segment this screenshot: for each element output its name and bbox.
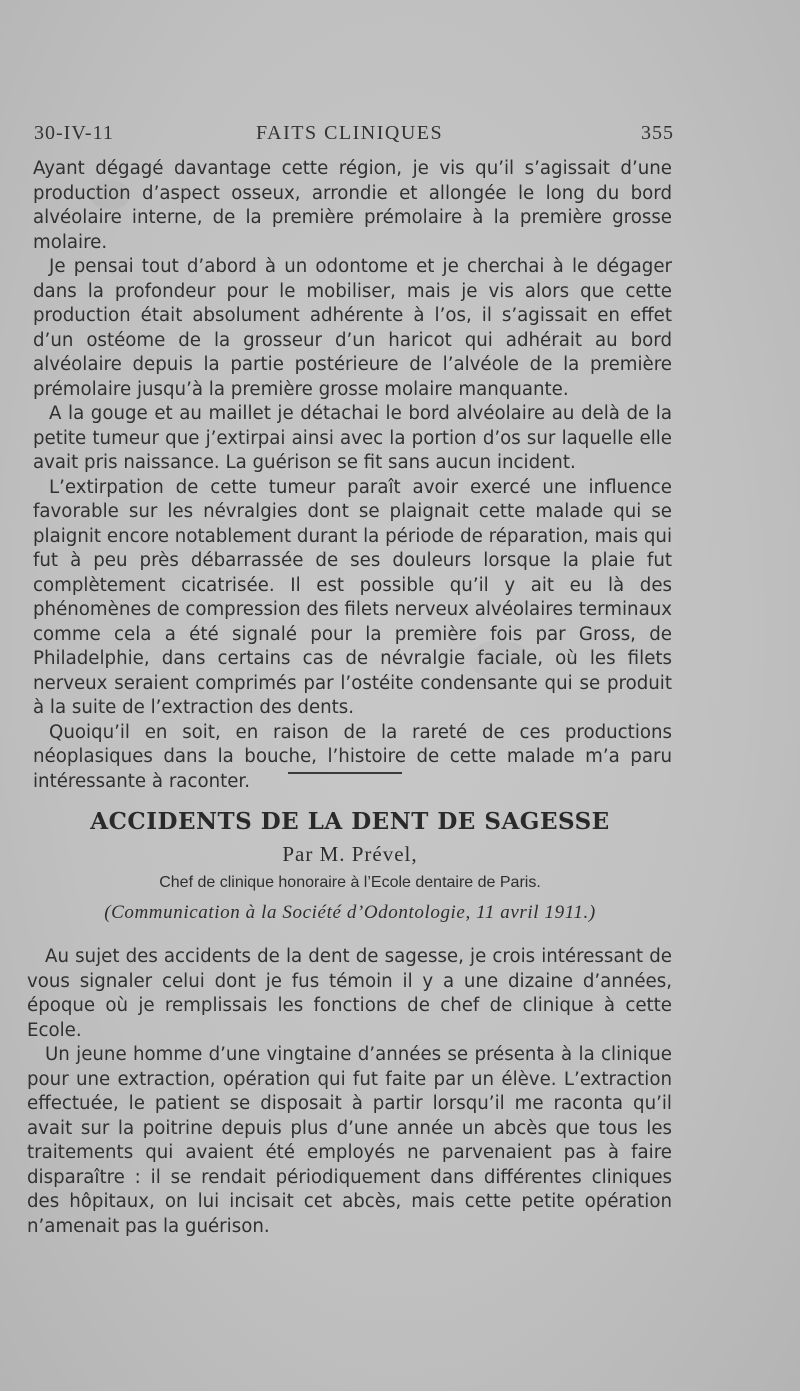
paragraph: A la gouge et au maillet je détachai le bord alvéolaire au delà de la petite tumeur que j’extirpai ainsi avec la portion d’os sur laquelle elle avait pris naissance. La guérison se fit sans aucun incident. — [33, 403, 672, 473]
paragraph: L’extirpation de cette tumeur paraît avoir exercé une influence favorable sur les névralgies dont se plaignait cette malade qui se plaignit encore notablement durant la période de réparation, mais qui fut à peu près débarrassée de ses douleurs lorsque la plaie fut complètement cicatrisée. Il est possible qu’il y ait eu là des phénomènes de compression des filets nerveux alvéolaires terminaux comme cela a été signalé pour la première fois par Gross, de Philadelphie, dans certains cas de névralgie faciale, où les filets nerveux seraient comprimés par l’ostéite condensante qui se produit à la suite de l’extraction des dents. — [33, 476, 672, 718]
article-body — [27, 945, 672, 1239]
header-date: 30-IV-11 — [34, 122, 114, 144]
paragraph: Un jeune homme d’une vingtaine d’années se présenta à la clinique pour une extraction, opération qui fut faite par un élève. L’extraction effectuée, le patient se disposait à partir lorsqu’il me raconta qu’il avait sur la poitrine depuis plus d’une année un abcès que tous les traitements qui avaient été employés ne parvenaient pas à faire disparaître : il se rendait périodiquement dans différentes cliniques des hôpitaux, on lui incisait cet abcès, mais cette petite opération n’amenait pas la guérison. — [27, 1044, 672, 1237]
paragraph: Ayant dégagé davantage cette région, je vis qu’il s’agissait d’une production d’aspect osseux, arrondie et allongée le long du bord alvéolaire interne, de la première prémolaire à la première grosse molaire. — [33, 158, 672, 253]
article-author: Par M. Prével, — [282, 842, 418, 866]
running-header — [34, 122, 674, 152]
paragraph: Au sujet des accidents de la dent de sagesse, je crois intéressant de vous signaler celui dont je fus témoin il y a une dizaine d’années, époque où je remplissais les fonctions de chef de clinique à cette Ecole. — [27, 946, 672, 1041]
communication-note: (Communication à la Société d’Odontologie, 11 avril 1911.) — [104, 902, 596, 923]
author-affiliation: Chef de clinique honoraire à l’Ecole dentaire de Paris. — [159, 874, 541, 891]
section-body — [33, 157, 672, 794]
paragraph: Je pensai tout d’abord à un odontome et je cherchai à le dégager dans la profondeur pour le mobiliser, mais je vis alors que cette production était absolument adhérente à l’os, il s’agissait en effet d’un ostéome de la grosseur d’un haricot qui adhérait au bord alvéolaire depuis la partie postérieure de l’alvéole de la première prémolaire jusqu’à la première grosse molaire manquante. — [33, 256, 672, 400]
header-section-title: FAITS CLINIQUES — [256, 122, 444, 144]
paragraph: Quoiqu’il en soit, en raison de la rareté de ces productions néoplasiques dans la bouche, l’histoire de cette malade m’a paru intéressante à raconter. — [33, 721, 672, 792]
section-divider — [288, 772, 402, 774]
article-title: ACCIDENTS DE LA DENT DE SAGESSE — [90, 808, 610, 835]
page-number: 355 — [641, 122, 674, 144]
